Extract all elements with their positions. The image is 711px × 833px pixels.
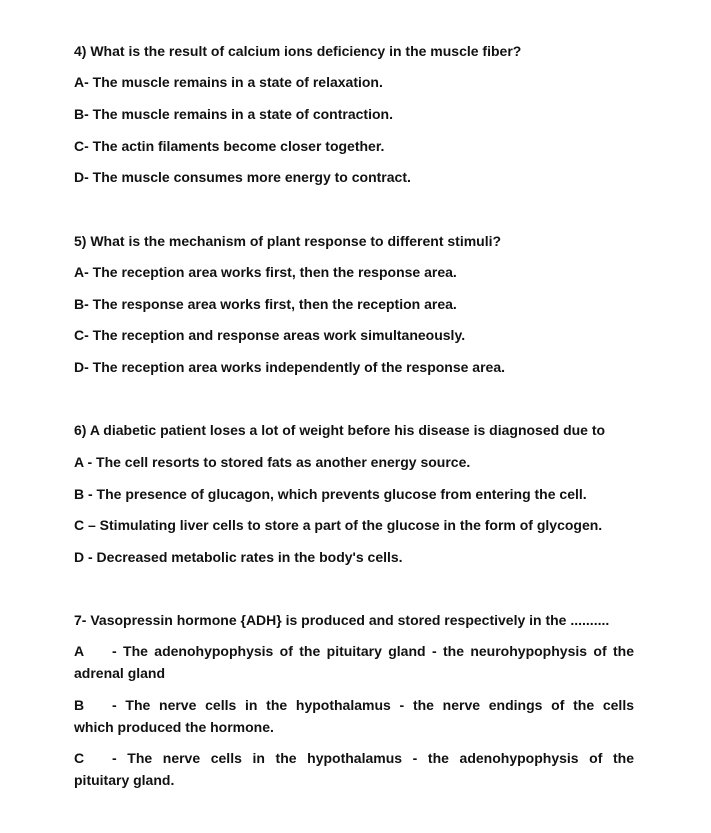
question-4-option-b: B- The muscle remains in a state of contraction.: [74, 106, 393, 122]
question-7-option-a-letter: A: [74, 643, 85, 659]
question-6-option-d: D - Decreased metabolic rates in the body's cells.: [74, 549, 403, 565]
question-7-option-a-line1: [74, 640, 634, 662]
question-4-option-d: D- The muscle consumes more energy to contract.: [74, 169, 411, 185]
question-7-option-a: [74, 640, 634, 684]
question-7-option-c: [74, 747, 634, 791]
question-5-option-b: B- The response area works first, then the reception area.: [74, 296, 457, 312]
question-5-text: 5) What is the mechanism of plant response to different stimuli?: [74, 233, 502, 249]
question-4-text: 4) What is the result of calcium ions deficiency in the muscle fiber?: [74, 43, 522, 59]
question-5-option-a: A- The reception area works first, then the response area.: [74, 264, 457, 280]
question-6-option-c: C – Stimulating liver cells to store a part of the glucose in the form of glycogen.: [74, 517, 603, 533]
question-7-option-b-letter: B: [74, 697, 85, 713]
question-7-option-b-line2: which produced the hormone.: [74, 719, 274, 735]
question-6-option-a: A - The cell resorts to stored fats as another energy source.: [74, 454, 471, 470]
question-7-option-a-text: - The adenohypophysis of the pituitary gland - the neurohypophysis of the: [112, 643, 634, 659]
question-5-option-c: C- The reception and response areas work simultaneously.: [74, 327, 466, 343]
question-5-option-d: D- The reception area works independently of the response area.: [74, 359, 506, 375]
question-7-option-b-line1: [74, 694, 634, 716]
question-7-text: 7- Vasopressin hormone {ADH} is produced and stored respectively in the ..........: [74, 612, 610, 628]
question-4-option-c: C- The actin filaments become closer together.: [74, 138, 385, 154]
question-7-option-c-line2: pituitary gland.: [74, 772, 175, 788]
question-7-option-c-line1: [74, 747, 634, 769]
question-7-option-c-letter: C: [74, 750, 85, 766]
question-7-option-b-text: - The nerve cells in the hypothalamus - the nerve endings of the cells: [112, 697, 634, 713]
question-7-option-b: [74, 694, 634, 738]
question-4-option-a: A- The muscle remains in a state of relaxation.: [74, 74, 383, 90]
question-7-option-c-text: - The nerve cells in the hypothalamus - the adenohypophysis of the: [112, 750, 634, 766]
question-6-option-b: B - The presence of glucagon, which prevents glucose from entering the cell.: [74, 486, 587, 502]
question-7-option-a-line2: adrenal gland: [74, 665, 166, 681]
question-6-text: 6) A diabetic patient loses a lot of weight before his disease is diagnosed due to: [74, 422, 606, 438]
